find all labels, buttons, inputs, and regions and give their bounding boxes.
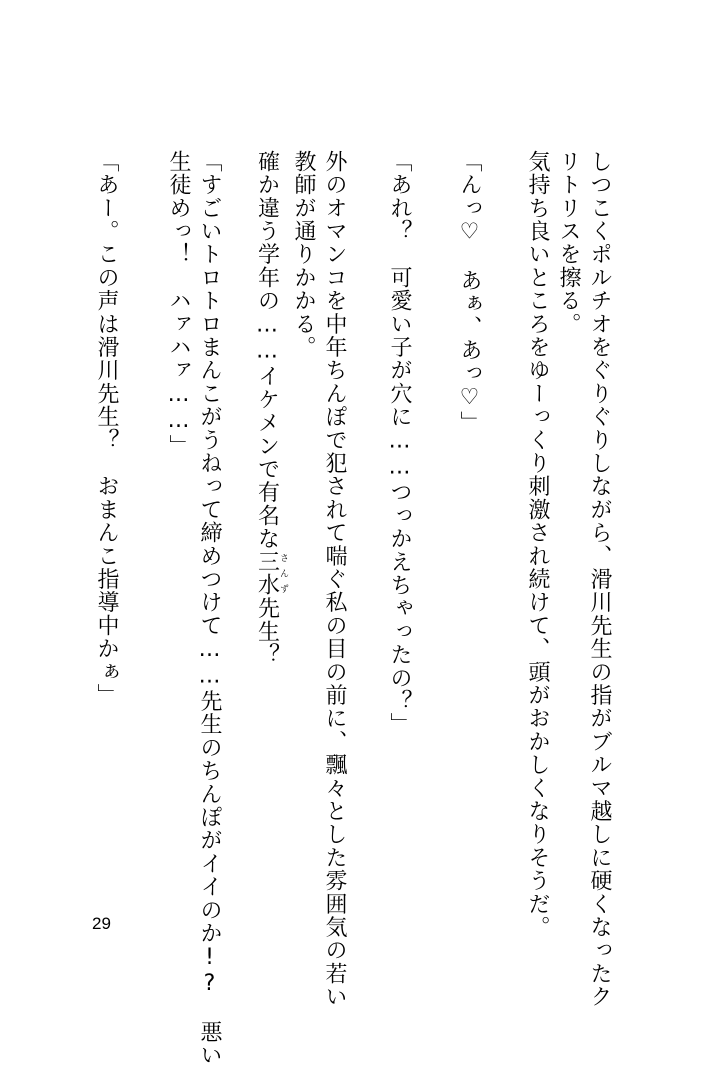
text-line: しつこくポルチオをぐりぐりしながら、滑川先生の指がブルマ越しに硬くなったク — [587, 150, 612, 1009]
text-line — [490, 150, 522, 890]
text-line — [256, 150, 288, 890]
text-line: 気持ち良いところをゆーっくり刺激され続けて、頭がおかしくなりそうだ。 — [525, 150, 550, 939]
text-line-end: 先生？ — [254, 596, 280, 667]
text-line: 「すごいトロトロまんこがうねって締めつけて……先生のちんぽがイイのか!? 悪い — [197, 150, 222, 1067]
ruby-reading: さんず — [278, 550, 288, 597]
page-number: 29 — [92, 914, 111, 933]
text-line — [131, 150, 163, 890]
ruby-base: 三水 — [254, 550, 280, 597]
text-line — [422, 150, 454, 890]
text-line: 「あれ？ 可愛い子が穴に……つっかえちゃったの？」 — [387, 150, 412, 736]
text-line-start: 確か違う学年の……イケメンで有名な — [254, 150, 280, 551]
text-line: 外のオマンコを中年ちんぽで犯されて喘ぐ私の目の前に、飄々とした雰囲気の若い — [322, 150, 347, 1009]
text-line — [352, 150, 384, 890]
text-line: 「あー。この声は滑川先生？ おまんこ指導中かぁ」 — [94, 150, 119, 707]
ruby-name — [254, 550, 288, 597]
text-line: リトリスを擦る。 — [556, 150, 581, 336]
text-line: 「んっ♡ あぁ、あっ♡」 — [457, 150, 482, 435]
text-line: 生徒めっ！ ハァハァ……」 — [166, 150, 191, 458]
text-line: 教師が通りかかる。 — [291, 150, 316, 359]
